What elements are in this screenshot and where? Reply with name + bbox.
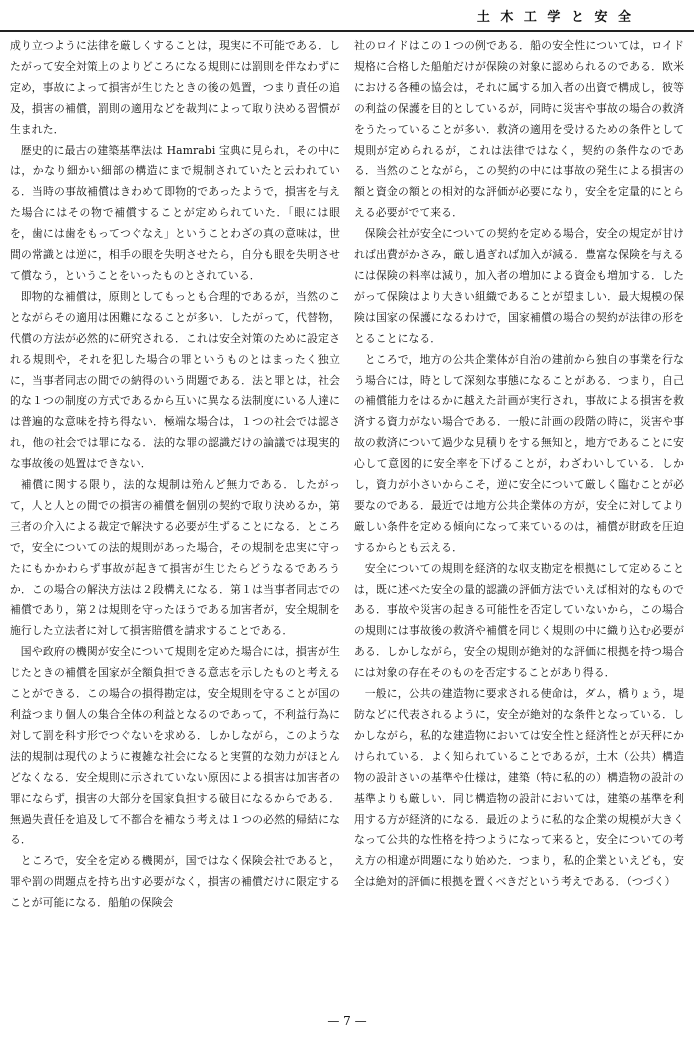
paragraph: 保険会社が安全についての契約を定める場合，安全の規定が甘ければ出費がかさみ，厳し過ぎれば加入が減る．豊富な保険を与えるには保険の料率は減り，加入者の増加による資金も増加する．したがって保険はより大きい組織であることが望ましい．最大規模の保険は国家の保護になるわけで，国家補償の場合の契約が法律の形をとることになる．: [354, 227, 684, 345]
running-header: [0, 6, 694, 28]
left-column: [10, 36, 340, 996]
page-number: — 7 —: [327, 1014, 367, 1028]
paragraph: 成り立つように法律を厳しくすることは，現実に不可能である．したがって安全対策上のよりどころになる規則には罰則を伴なわずに定め，事故によって損害が生じたときの後の処置，つまり責任の追及，損害の補償，罰則の適用などを裁判によって取り決める習慣が生まれた．: [10, 39, 340, 136]
paragraph: 社のロイドはこの１つの例である．船の安全性については，ロイド規格に合格した船舶だけが保険の対象に認められるのである．欧米における各種の協会は，それに属する加入者の出資で構成し，彼等の利益の保護を目的としているが，同時に災害や事故の場合の救済をうたっていることが多い．救済の適用を受けるための条件として規則が定められるが，これは法律ではなく，契約の条件なのである．当然のことながら，この契約の中には事故の発生による損害の額と資金の額との相対的な評価が必要になり，安全を定量的にとらえる必要がでて来る．: [354, 39, 684, 220]
paragraph: 安全についての規則を経済的な収支勘定を根拠にして定めることは，既に述べた安全の量的認識の評価方法でいえば相対的なものである．事故や災害の起きる可能性を否定していないから，この場合の規則には事故後の救済や補償を同じく規則の中に織り込む必要がある．しかしながら，安全の規則が絶対的な評価に根拠を持つ場合には対象の存在そのものを否定することがあり得る．: [354, 561, 684, 680]
paragraph: 補償に関する限り，法的な規制は殆んど無力である．したがって，人と人との間での損害の補償を個別の契約で取り決めるか，第三者の介入による裁定で解決する必要が生ずることになる．ところで，安全についての法的規則があった場合，その規制を忠実に守ったにもかかわらず事故が起きて損害が生じたらどうなるであろうか．この場合の解決方法は２段構えになる．第１は当事者同志での補償であり，第２は規則を守ったほうである加害者が，安全規制を施行した立法者に対して損害賠償を請求することである．: [10, 478, 340, 638]
journal-title: 土 木 工 学 と 安 全: [476, 10, 634, 25]
paragraph: 歴史的に最古の建築基準法は Hamrabi 宝典に見られ，その中には，かなり細かい細部の構造にまで規制されていたと云われている．当時の事故補償はきわめて即物的であったようで，損害を与えた場合にはその物で補償することが定められていた．「眼には眼を，歯には歯をもってつぐなえ」ということわざの真の意味は，世間の常識とは逆に，相手の眼を失明させたら，自分も眼を失明させて償なう，ということをいったものとされている．: [10, 143, 340, 282]
paragraph: 一般に，公共の建造物に要求される使命は，ダム，橋りょう，堤防などに代表されるように，安全が絶対的な条件となっている．しかしながら，私的な建造物においては安全性と経済性とが天秤にかけられている．よく知られていることであるが，土木（公共）構造物の設計さいの基準や仕様は，建築（特に私的の）構造物の設計の基準よりも厳しい．同じ構造物の設計においては，建築の基準を利用する方が経済的になる．最近のように私的な企業の規模が大きくなって公共的な性格を持つようになって来ると，安全についての考え方の相違が問題になり始めた．つまり，私的企業といえども，安全は絶対的評価に根拠を置くべきだという考えである．（つづく）: [354, 687, 684, 889]
paragraph: 国や政府の機関が安全について規則を定めた場合には，損害が生じたときの補償を国家が全額負担できる意志を示したものと考えることができる．この場合の損得勘定は，安全規則を守ることが国の利益つまり個人の集合全体の利益となるのであって，不利益行為に対して罰を科す形でつぐないを求める．しかしながら，このような法的規制は現代のように複雑な社会になると実質的な効力がほとんどなくなる．安全規則に示されていない原因による損害は加害者の罪にならず，損害の大部分を国家負担する破目になるからである．無過失責任を追及して不都合を補なう考えは１つの必然的帰結になる．: [10, 645, 340, 847]
body-columns: [10, 36, 684, 996]
right-column: [354, 36, 684, 996]
header-rule: [0, 30, 694, 32]
paragraph: 即物的な補償は，原則としてもっとも合理的であるが，当然のことながらその適用は困難になることが多い．したがって，代替物，代償の方法が必然的に研究される．これは安全対策のために設定される規則や，それを犯した場合の罪というものとはまったく独立に，当事者同志の間での納得のいう問題である．法と罪とは，社会的な１つの制度の方式であるから互いに異なる法制度にいる人達には普遍的な意味を持ち得ない．極端な場合は，１つの社会では認され，他の社会では罪になる．法的な罪の認識だけの論議では現実的な事故後の処置はできない．: [10, 289, 340, 471]
paragraph: ところで，地方の公共企業体が自治の建前から独自の事業を行なう場合には，時として深刻な事態になることがある．つまり，自己の補償能力をはるかに越えた計画が実行され，事故による損害を救済する資力がない場合である．一般に計画の段階の時に，災害や事故の救済について過少な見積りをする無知と，地方であることに安心して意図的に安全率を下げることが，わざわいしている．しかし，資力が小さいからこそ，逆に安全について厳しく臨むことが必要なのである．最近では地方公共企業体の方が，安全に対してより厳しい条件を定める傾向になって来ているのは，補償が財政を圧迫するからとも云える．: [354, 352, 684, 554]
paragraph: ところで，安全を定める機関が，国ではなく保険会社であると，罪や罰の問題点を持ち出す必要がなく，損害の補償だけに限定することが可能になる．船舶の保険会: [10, 854, 340, 910]
